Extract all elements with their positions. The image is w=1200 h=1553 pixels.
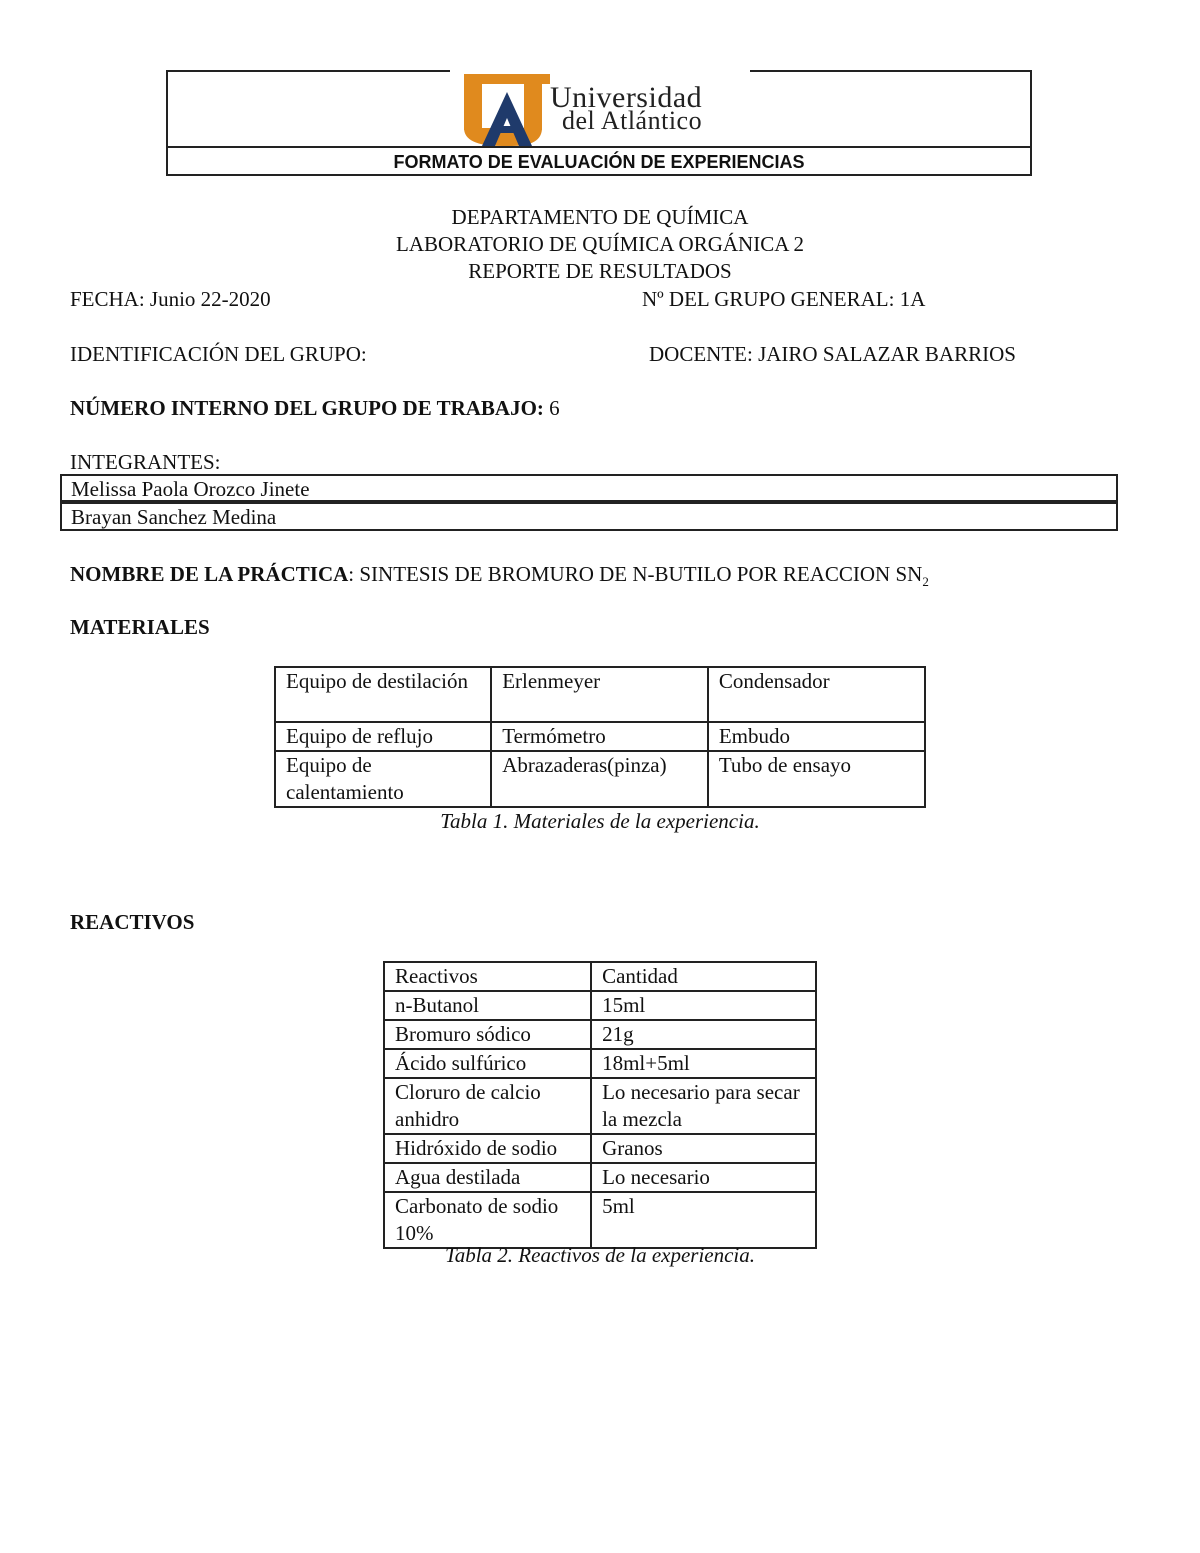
table-cell: n-Butanol	[384, 991, 591, 1020]
table-row	[384, 1163, 816, 1192]
report-title: REPORTE DE RESULTADOS	[468, 259, 732, 283]
table-row	[275, 751, 925, 807]
practica-line	[70, 561, 929, 588]
table-cell: Lo necesario	[591, 1163, 816, 1192]
grupo-general-text: Nº DEL GRUPO GENERAL: 1A	[642, 287, 926, 311]
table-row	[384, 1049, 816, 1078]
university-logo-icon	[462, 72, 552, 148]
table-cell: Equipo de destilación	[275, 667, 491, 722]
table-cell: Tubo de ensayo	[708, 751, 925, 807]
table-cell: 5ml	[591, 1192, 816, 1248]
docente-text: DOCENTE: JAIRO SALAZAR BARRIOS	[649, 342, 1016, 366]
table2-caption: Tabla 2. Reactivos de la experiencia.	[444, 1243, 756, 1267]
practica-value: : SINTESIS DE BROMURO DE N-BUTILO POR REACCION SN	[348, 562, 923, 586]
numero-interno-line	[70, 395, 560, 422]
table-cell: Carbonato de sodio 10%	[384, 1192, 591, 1248]
numero-interno-value: 6	[543, 396, 560, 420]
member-row	[60, 502, 1118, 531]
table-header-cell: Cantidad	[591, 962, 816, 991]
table-cell: 21g	[591, 1020, 816, 1049]
integrantes-label: INTEGRANTES:	[70, 450, 221, 474]
table-cell: Embudo	[708, 722, 925, 751]
table-row	[275, 722, 925, 751]
table-cell: Equipo de calentamiento	[275, 751, 491, 807]
materiales-table	[274, 666, 926, 808]
logo-text-line1: Universidad	[550, 81, 703, 114]
laboratory-title: LABORATORIO DE QUÍMICA ORGÁNICA 2	[396, 232, 804, 256]
table-cell: Abrazaderas(pinza)	[491, 751, 708, 807]
table-cell: Termómetro	[491, 722, 708, 751]
table-cell: 18ml+5ml	[591, 1049, 816, 1078]
table-cell: Cloruro de calcio anhidro	[384, 1078, 591, 1134]
reactivos-table	[383, 961, 817, 1249]
table-cell: Erlenmeyer	[491, 667, 708, 722]
table-cell: 15ml	[591, 991, 816, 1020]
table-row	[384, 1134, 816, 1163]
table-cell: Condensador	[708, 667, 925, 722]
table-row	[384, 1192, 816, 1248]
table1-caption: Tabla 1. Materiales de la experiencia.	[440, 809, 760, 833]
member-name: Melissa Paola Orozco Jinete	[71, 477, 310, 501]
table-row	[275, 667, 925, 722]
numero-interno-label: NÚMERO INTERNO DEL GRUPO DE TRABAJO:	[70, 396, 544, 420]
table-row	[384, 1020, 816, 1049]
table-cell: Ácido sulfúrico	[384, 1049, 591, 1078]
table-header-row	[384, 962, 816, 991]
table-cell: Hidróxido de sodio	[384, 1134, 591, 1163]
materiales-heading: MATERIALES	[70, 615, 210, 639]
logo-text-line2: del Atlántico	[562, 106, 703, 135]
department-title: DEPARTAMENTO DE QUÍMICA	[451, 205, 749, 229]
reactivos-heading: REACTIVOS	[70, 910, 195, 934]
table-cell: Equipo de reflujo	[275, 722, 491, 751]
table-row	[384, 991, 816, 1020]
table-cell: Bromuro sódico	[384, 1020, 591, 1049]
fecha-text: FECHA: Junio 22-2020	[70, 287, 271, 311]
practica-subscript: 2	[922, 574, 929, 590]
table-cell: Lo necesario para secar la mezcla	[591, 1078, 816, 1134]
format-title: FORMATO DE EVALUACIÓN DE EXPERIENCIAS	[393, 152, 805, 172]
member-row	[60, 474, 1118, 502]
member-name: Brayan Sanchez Medina	[71, 505, 277, 529]
practica-label: NOMBRE DE LA PRÁCTICA	[70, 562, 349, 586]
table-cell: Agua destilada	[384, 1163, 591, 1192]
table-row	[384, 1078, 816, 1134]
table-header-cell: Reactivos	[384, 962, 591, 991]
header-divider	[166, 146, 1032, 148]
table-cell: Granos	[591, 1134, 816, 1163]
identificacion-text: IDENTIFICACIÓN DEL GRUPO:	[70, 342, 367, 366]
